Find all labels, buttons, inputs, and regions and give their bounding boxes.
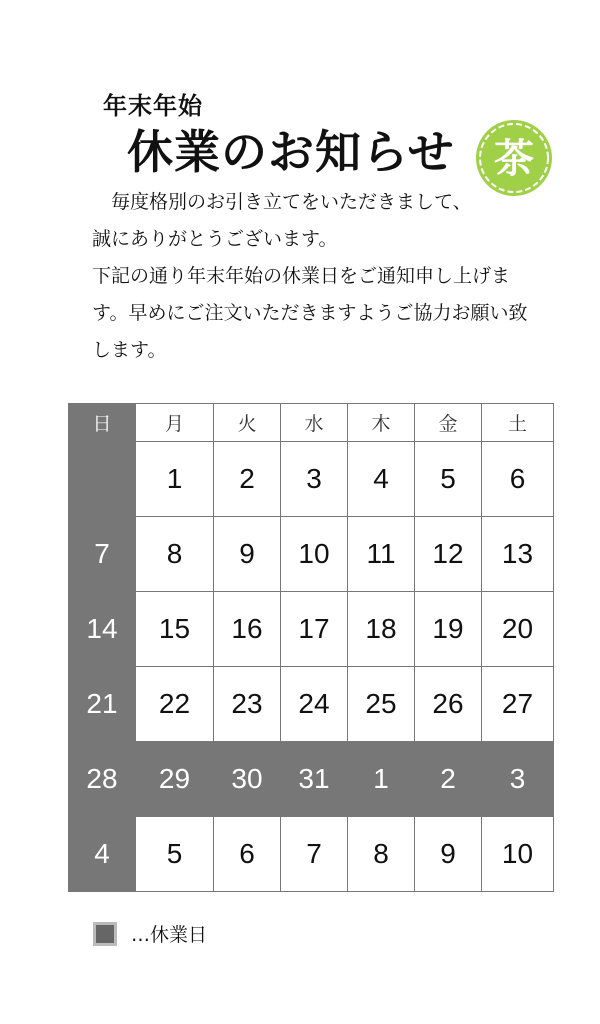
- day-cell: 4: [69, 817, 136, 892]
- calendar-week: [69, 517, 554, 592]
- weekday-fri: 金: [415, 404, 482, 442]
- legend: [93, 920, 207, 947]
- day-cell: 10: [281, 517, 348, 592]
- day-cell: 16: [214, 592, 281, 667]
- seal-text: 茶: [494, 136, 534, 182]
- calendar-week: [69, 742, 554, 817]
- day-cell: 7: [69, 517, 136, 592]
- calendar-week: [69, 442, 554, 517]
- day-cell: 14: [69, 592, 136, 667]
- body-line: します。: [92, 339, 167, 361]
- day-cell: 1: [136, 442, 214, 517]
- day-cell: 6: [214, 817, 281, 892]
- subtitle: 年末年始: [103, 92, 203, 120]
- weekday-sat: 土: [482, 404, 554, 442]
- day-cell: 20: [482, 592, 554, 667]
- day-cell: 24: [281, 667, 348, 742]
- day-cell: 26: [415, 667, 482, 742]
- day-cell: 15: [136, 592, 214, 667]
- legend-swatch-icon: [93, 922, 117, 946]
- day-cell: 4: [348, 442, 415, 517]
- body-line: 毎度格別のお引き立てをいただきまして、: [92, 191, 472, 213]
- day-cell: 10: [482, 817, 554, 892]
- weekday-sun: 日: [69, 404, 136, 442]
- body-line: す。早めにご注文いただきますようご協力お願い致: [92, 302, 528, 324]
- day-cell: 22: [136, 667, 214, 742]
- day-cell: 29: [136, 742, 214, 817]
- weekday-wed: 水: [281, 404, 348, 442]
- day-cell: 21: [69, 667, 136, 742]
- day-cell: 27: [482, 667, 554, 742]
- day-cell: 12: [415, 517, 482, 592]
- day-cell: 8: [348, 817, 415, 892]
- day-cell: 13: [482, 517, 554, 592]
- day-cell: 30: [214, 742, 281, 817]
- calendar-week: [69, 592, 554, 667]
- body-line: 下記の通り年末年始の休業日をご通知申し上げま: [92, 265, 511, 287]
- day-cell: 17: [281, 592, 348, 667]
- notice-body: [92, 184, 552, 369]
- weekday-mon: 月: [136, 404, 214, 442]
- day-cell: 18: [348, 592, 415, 667]
- day-cell: 1: [348, 742, 415, 817]
- day-cell: 31: [281, 742, 348, 817]
- day-cell: 8: [136, 517, 214, 592]
- day-cell: 2: [214, 442, 281, 517]
- legend-label: …休業日: [131, 924, 208, 946]
- weekday-header-row: [69, 404, 554, 442]
- calendar-week: [69, 667, 554, 742]
- holiday-calendar: [68, 403, 554, 892]
- day-cell: 19: [415, 592, 482, 667]
- weekday-tue: 火: [214, 404, 281, 442]
- day-cell: 3: [482, 742, 554, 817]
- day-cell: 11: [348, 517, 415, 592]
- day-cell: 7: [281, 817, 348, 892]
- page-title: 休業のお知らせ: [127, 125, 455, 179]
- day-cell: 2: [415, 742, 482, 817]
- calendar-week: [69, 817, 554, 892]
- body-line: 誠にありがとうございます。: [92, 228, 338, 250]
- day-cell: 28: [69, 742, 136, 817]
- day-cell: 6: [482, 442, 554, 517]
- day-cell: 3: [281, 442, 348, 517]
- day-cell: 5: [136, 817, 214, 892]
- day-cell: 5: [415, 442, 482, 517]
- day-cell: 25: [348, 667, 415, 742]
- day-cell: 23: [214, 667, 281, 742]
- day-cell: 9: [214, 517, 281, 592]
- day-cell: [69, 442, 136, 517]
- day-cell: 9: [415, 817, 482, 892]
- weekday-thu: 木: [348, 404, 415, 442]
